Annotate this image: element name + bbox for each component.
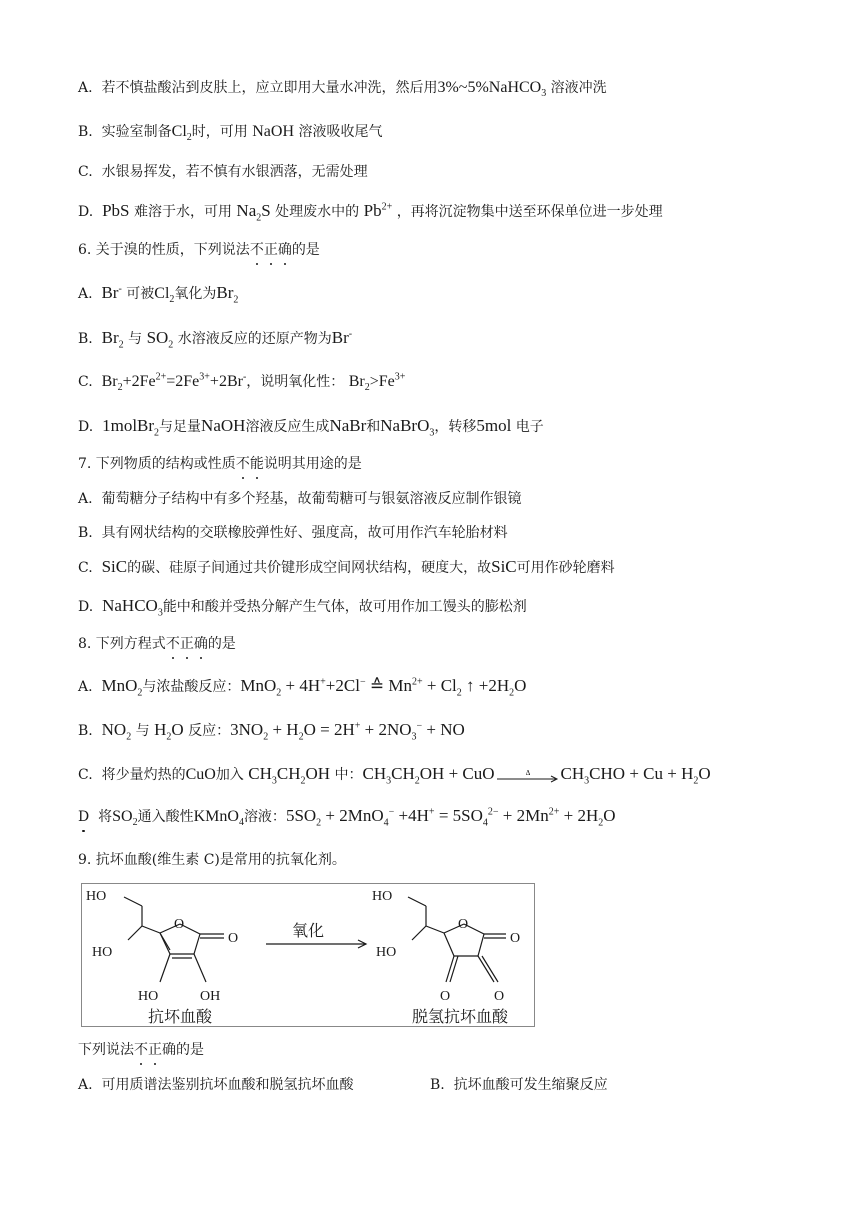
formula: SiC <box>101 557 128 576</box>
q6-option-b <box>78 328 352 349</box>
q6-option-a <box>78 283 238 304</box>
q8-option-a <box>78 676 526 697</box>
option-label: A. <box>78 1077 93 1093</box>
q9-stem-2 <box>78 1040 204 1060</box>
label-o: O <box>440 989 451 1004</box>
option-label: B. <box>78 723 93 739</box>
label-ho: HO <box>92 945 113 960</box>
question-text: 6. 关于溴的性质，下列说法 <box>78 242 250 258</box>
reaction-arrow <box>495 768 561 782</box>
formula: CuO <box>185 766 216 783</box>
ascorbic-acid-oxidation-diagram <box>82 884 536 1028</box>
option-label: A. <box>78 679 93 695</box>
heat-condition: Δ <box>525 769 530 778</box>
formula: $CH_3CH_2OH$ <box>248 764 331 787</box>
emphasis-dot-char: 不 <box>235 456 250 472</box>
emphasis-dot-char: 正 <box>148 1042 162 1058</box>
formula: $H_2O$ <box>154 720 184 743</box>
option-text: 可用作砂轮磨料 <box>516 560 615 576</box>
option-text: 具有网状结构的交联橡胶弹性好、强度高，故可用作汽车轮胎材料 <box>101 525 508 541</box>
option-text: 水银易挥发，若不慎有水银洒落，无需处理 <box>101 164 368 180</box>
formula: $SO_2$ <box>146 328 174 351</box>
option-text: ，转移 <box>434 419 477 435</box>
formula: SiC <box>491 557 517 576</box>
option-text: ，再将沉淀物集中送至环保单位进一步处理 <box>396 204 663 220</box>
option-label: B. <box>78 525 93 541</box>
formula: Br- <box>331 328 353 347</box>
option-text: 时，可用 <box>191 124 248 140</box>
label-o: O <box>510 931 521 946</box>
option-text: 将 <box>98 809 113 825</box>
formula: $Cl_2$ <box>171 123 192 144</box>
label-ho: HO <box>376 945 397 960</box>
option-label: D. <box>78 204 94 220</box>
formula: 3%~5%NaHCO$_3$ <box>437 79 547 100</box>
question-text: 确的是 <box>162 1042 204 1058</box>
option-text: 加入 <box>215 767 244 783</box>
equation: $CH_3CH_2OH$ + CuO Δ $CH_3CHO + Cu + H_2O$ <box>362 764 711 787</box>
emphasis-dot-char: 确 <box>193 636 208 652</box>
formula: PbS <box>102 201 130 220</box>
q5-option-a <box>78 78 607 98</box>
option-text-suffix: 溶液冲洗 <box>550 80 607 96</box>
equation: $3NO_2 + H_2O = 2H^+ + 2NO_3^-$ + NO <box>230 720 465 743</box>
reaction-figure <box>81 883 535 1027</box>
formula: KMnO$_4$ <box>193 808 244 829</box>
option-text: 可被 <box>126 286 155 302</box>
option-label: B. <box>78 331 93 347</box>
formula: 5mol <box>476 416 512 435</box>
option-label: B. <box>430 1077 445 1093</box>
q8-option-c <box>78 764 711 785</box>
option-text: 与浓盐酸反应： <box>142 679 241 695</box>
formula: $Cl_2$ <box>154 285 175 306</box>
option-text: 若不慎盐酸沾到皮肤上，应立即用大量水冲洗，然后用 <box>101 80 438 96</box>
option-text: 溶液吸收尾气 <box>298 124 383 140</box>
option-text: 和 <box>366 419 381 435</box>
label-ho: HO <box>86 889 107 904</box>
formula: $Na_2S$ <box>236 201 271 224</box>
equation: $5SO_2 + 2MnO_4^- +4H^+ = 5SO_4^{2-} + 2Mn^{2+} + 2H_2O$ <box>285 806 616 829</box>
option-text: 与 <box>135 723 150 739</box>
emphasis-dot-char: 正 <box>179 636 194 652</box>
option-text: 葡萄糖分子结构中有多个羟基，故葡萄糖可与银氨溶液反应制作银镜 <box>101 491 522 507</box>
option-text: ，说明氧化性： <box>246 374 345 390</box>
emphasis-dot-char: 不 <box>134 1042 148 1058</box>
label-o: O <box>458 917 469 932</box>
q8-option-b <box>78 720 465 741</box>
option-text: 抗坏血酸可发生缩聚反应 <box>453 1077 608 1093</box>
q7-option-a <box>78 489 521 509</box>
formula: Br- <box>101 283 122 302</box>
option-label: A. <box>78 80 93 96</box>
q5-option-d <box>78 201 663 222</box>
formula: 1molBr$_2$ <box>102 416 160 439</box>
emphasis-dot-char: 能 <box>249 456 264 472</box>
q9-stem <box>78 850 346 870</box>
question-text: 9. 抗坏血酸(维生素 C)是常用的抗氧化剂。 <box>78 852 346 868</box>
option-label: B. <box>78 124 93 140</box>
option-label: A. <box>78 491 93 507</box>
q7-option-c <box>78 557 615 578</box>
option-label: D. <box>78 599 94 615</box>
emphasis-dot-char: 正 <box>263 242 278 258</box>
q8-option-d <box>78 806 616 827</box>
label-o: O <box>494 989 505 1004</box>
q9-option-a <box>78 1075 353 1095</box>
q6-option-d <box>78 416 544 437</box>
emphasis-dot-char: 不 <box>165 636 180 652</box>
option-text: 能中和酸并受热分解产生气体，故可用作加工馒头的膨松剂 <box>162 599 527 615</box>
q7-option-b <box>78 523 508 543</box>
question-text: 8. 下列方程式 <box>78 636 166 652</box>
label-oh: OH <box>200 989 221 1004</box>
q5-option-b <box>78 122 382 142</box>
option-text: 氧化为 <box>174 286 217 302</box>
name-dehydroascorbic-acid: 脱氢抗坏血酸 <box>412 1007 509 1026</box>
option-label: C. <box>78 164 93 180</box>
question-text: 7. 下列物质的结构或性质 <box>78 456 236 472</box>
option-text: 可用质谱法鉴别抗坏血酸和脱氢抗坏血酸 <box>101 1077 354 1093</box>
q9-option-b <box>430 1075 608 1095</box>
option-label: C. <box>78 560 93 576</box>
option-label: C. <box>78 374 93 390</box>
formula: NaOH <box>201 416 246 435</box>
formula: $SO_2$ <box>112 808 138 829</box>
label-o: O <box>228 931 239 946</box>
emphasis-dot-char: 不 <box>249 242 264 258</box>
formula: NaOH <box>252 123 294 140</box>
option-text: 与 <box>128 331 143 347</box>
option-text: 的碳、硅原子间通过共价键形成空间网状结构，硬度大，故 <box>127 560 492 576</box>
option-text: 将少量灼热的 <box>101 767 186 783</box>
option-text: 反应： <box>188 723 231 739</box>
formula: NaHCO$_3$ <box>102 596 163 619</box>
option-text: 中： <box>334 767 363 783</box>
option-text: 难溶于水，可用 <box>133 204 232 220</box>
option-text: 实验室制备 <box>101 124 172 140</box>
arrow-label: 氧化 <box>292 923 325 940</box>
q7-option-d <box>78 596 527 617</box>
q5-option-c <box>78 162 368 182</box>
question-text: 的是 <box>291 242 320 258</box>
formula: $Br_2$ <box>101 328 124 351</box>
q6-stem <box>78 240 320 260</box>
q7-stem <box>78 454 362 474</box>
option-label: A. <box>78 286 93 302</box>
emphasis-dot-char: 确 <box>277 242 292 258</box>
question-text: 说明其用途的是 <box>263 456 362 472</box>
formula: $NO_2$ <box>101 720 132 743</box>
q6-option-c <box>78 372 405 392</box>
formula: $Pb^{2+}$ <box>363 201 393 220</box>
formula: $Br_2>Fe^{3+}$ <box>348 371 406 394</box>
option-text: 电子 <box>515 419 544 435</box>
option-text: 通入酸性 <box>137 809 194 825</box>
label-ho: HO <box>372 889 393 904</box>
label-ho: HO <box>138 989 159 1004</box>
option-text: 处理废水中的 <box>275 204 360 220</box>
formula: MnO$_2$ <box>101 676 143 699</box>
option-text: 与足量 <box>159 419 202 435</box>
formula: NaBrO$_3$ <box>380 416 435 439</box>
question-text: 下列说法 <box>78 1042 134 1058</box>
equation: $Br_2+2Fe^{2+}=2Fe^{3+}+2Br^-$ <box>101 371 247 394</box>
equation: MnO$_2$ + 4H++2Cl− ≙ $Mn^{2+} + Cl_2$ ↑ $+2H_2O$ <box>240 676 527 699</box>
formula: $Br_2$ <box>216 283 239 306</box>
label-o: O <box>174 917 185 932</box>
option-label: C. <box>78 767 93 783</box>
option-text: 溶液： <box>243 809 286 825</box>
option-text: 溶液反应生成 <box>245 419 330 435</box>
formula: NaBr <box>329 416 367 435</box>
name-ascorbic-acid: 抗坏血酸 <box>148 1007 213 1026</box>
option-label: D <box>78 809 90 825</box>
question-text: 的是 <box>207 636 236 652</box>
option-text: 水溶液反应的还原产物为 <box>177 331 332 347</box>
option-label: D. <box>78 419 94 435</box>
q8-stem <box>78 634 236 654</box>
